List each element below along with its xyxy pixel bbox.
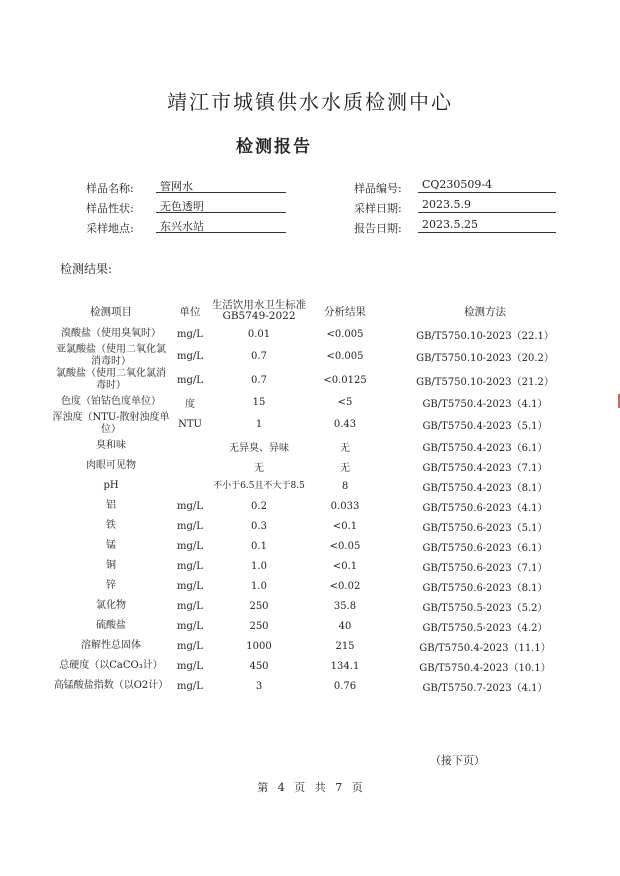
table-row bbox=[52, 496, 588, 516]
organization-title: 靖江市城镇供水水质检测中心 bbox=[167, 90, 453, 114]
cell-limit: 450 bbox=[249, 660, 269, 672]
cell-item: 臭和味 bbox=[96, 440, 126, 451]
cell-result: <5 bbox=[337, 396, 353, 408]
cell-limit: 1.0 bbox=[251, 580, 267, 592]
cell-method: GB/T5750.4-2023（10.1） bbox=[419, 662, 551, 674]
header-standard-limit: 生活饮用水卫生标准GB5749-2022 bbox=[211, 299, 307, 322]
cell-limit: 15 bbox=[252, 396, 266, 408]
sample-name-label: 样品名称: bbox=[86, 182, 134, 195]
cell-item: 锰 bbox=[106, 540, 116, 551]
cell-method: GB/T5750.6-2023（7.1） bbox=[422, 562, 548, 574]
cell-result: <0.02 bbox=[329, 580, 361, 592]
cell-item: 高锰酸盐指数（以O2计） bbox=[53, 680, 169, 691]
cell-method: GB/T5750.4-2023（11.1） bbox=[419, 642, 551, 654]
cell-result: <0.05 bbox=[329, 540, 361, 552]
report-date-value: 2023.5.25 bbox=[418, 218, 556, 233]
cell-unit: mg/L bbox=[177, 500, 203, 512]
cell-unit: mg/L bbox=[177, 560, 203, 572]
report-date-label: 报告日期: bbox=[354, 222, 402, 235]
table-row bbox=[52, 556, 588, 576]
cell-method: GB/T5750.4-2023（4.1） bbox=[422, 398, 548, 410]
cell-unit: mg/L bbox=[177, 350, 203, 362]
sampling-date-label: 采样日期: bbox=[354, 202, 402, 215]
sample-nature-value: 无色透明 bbox=[156, 198, 286, 213]
cell-limit: 0.7 bbox=[251, 374, 267, 386]
table-row bbox=[52, 412, 588, 436]
table-row bbox=[52, 536, 588, 556]
table-row bbox=[52, 616, 588, 636]
cell-result: <0.1 bbox=[332, 560, 358, 572]
table-header-row bbox=[52, 298, 588, 324]
cell-limit: 0.7 bbox=[251, 350, 267, 362]
cell-limit: 不小于6.5且不大于8.5 bbox=[213, 480, 305, 491]
cell-method: GB/T5750.5-2023（4.2） bbox=[422, 622, 548, 634]
cell-limit: 1000 bbox=[246, 640, 272, 652]
cell-result: <0.0125 bbox=[323, 374, 367, 386]
cell-method: GB/T5750.7-2023（4.1） bbox=[422, 682, 548, 694]
cell-limit: 无异臭、异味 bbox=[229, 442, 289, 454]
cell-item: 铜 bbox=[106, 560, 116, 571]
cell-item: 溶解性总固体 bbox=[81, 640, 141, 651]
cell-method: GB/T5750.4-2023（8.1） bbox=[422, 482, 548, 494]
cell-limit: 0.1 bbox=[251, 540, 267, 552]
table-row bbox=[52, 324, 588, 344]
cell-item: 总硬度（以CaCO₃计） bbox=[59, 660, 163, 671]
cell-result: 134.1 bbox=[330, 660, 360, 672]
sample-nature-label: 样品性状: bbox=[86, 202, 134, 215]
cell-unit: NTU bbox=[178, 418, 202, 430]
table-row bbox=[52, 476, 588, 496]
cell-item: 氯化物 bbox=[96, 600, 126, 611]
cell-result: 无 bbox=[340, 442, 350, 454]
cell-limit: 1 bbox=[255, 418, 263, 430]
cell-result: 无 bbox=[340, 462, 350, 474]
table-row bbox=[52, 368, 588, 392]
cell-unit: mg/L bbox=[177, 660, 203, 672]
cell-result: <0.1 bbox=[332, 520, 358, 532]
sample-name-value: 管网水 bbox=[156, 178, 286, 193]
cell-limit: 0.2 bbox=[251, 500, 267, 512]
cell-item: 肉眼可见物 bbox=[86, 460, 136, 471]
cell-limit: 无 bbox=[254, 462, 264, 474]
cell-method: GB/T5750.10-2023（20.2） bbox=[416, 352, 554, 364]
cell-unit: mg/L bbox=[177, 620, 203, 632]
cell-result: <0.005 bbox=[326, 350, 364, 362]
cell-result: 40 bbox=[338, 620, 352, 632]
table-row bbox=[52, 516, 588, 536]
table-row bbox=[52, 636, 588, 656]
results-table bbox=[52, 298, 588, 696]
cell-unit bbox=[170, 456, 210, 476]
cell-method: GB/T5750.5-2023（5.2） bbox=[422, 602, 548, 614]
cell-limit: 0.3 bbox=[251, 520, 267, 532]
sampling-location-value: 东兴水站 bbox=[156, 218, 286, 233]
cell-unit: mg/L bbox=[177, 540, 203, 552]
cell-limit: 250 bbox=[249, 600, 269, 612]
cell-limit: 3 bbox=[255, 680, 263, 692]
cell-unit: mg/L bbox=[177, 520, 203, 532]
cell-unit: mg/L bbox=[177, 580, 203, 592]
cell-method: GB/T5750.4-2023（7.1） bbox=[422, 462, 548, 474]
cell-item: 锌 bbox=[106, 580, 116, 591]
header-item: 检测项目 bbox=[90, 305, 132, 318]
sampling-date-value: 2023.5.9 bbox=[418, 198, 556, 213]
cell-item: 浑浊度（NTU-散射浊度单位） bbox=[52, 412, 170, 435]
cell-method: GB/T5750.10-2023（21.2） bbox=[416, 376, 554, 388]
cell-item: 亚氯酸盐（使用二氧化氯消毒时） bbox=[56, 344, 166, 367]
cell-method: GB/T5750.6-2023（4.1） bbox=[422, 502, 548, 514]
cell-unit: 度 bbox=[185, 398, 195, 410]
results-section-title: 检测结果: bbox=[60, 262, 113, 276]
cell-unit: mg/L bbox=[177, 374, 203, 386]
cell-method: GB/T5750.6-2023（6.1） bbox=[422, 542, 548, 554]
cell-limit: 1.0 bbox=[251, 560, 267, 572]
sampling-location-label: 采样地点: bbox=[86, 222, 134, 235]
cell-method: GB/T5750.6-2023（5.1） bbox=[422, 522, 548, 534]
cell-item: 铝 bbox=[106, 500, 116, 511]
table-row bbox=[52, 676, 588, 696]
cell-result: 0.43 bbox=[333, 418, 357, 430]
cell-method: GB/T5750.4-2023（6.1） bbox=[422, 442, 548, 454]
cell-item: 铁 bbox=[106, 520, 116, 531]
cell-result: 0.033 bbox=[330, 500, 360, 512]
cell-item: 色度（铂钴色度单位） bbox=[61, 396, 161, 407]
cell-unit bbox=[170, 436, 210, 456]
sample-number-value: CQ230509-4 bbox=[418, 178, 556, 193]
table-row bbox=[52, 344, 588, 368]
cell-unit bbox=[170, 476, 210, 496]
cell-result: 0.76 bbox=[333, 680, 357, 692]
sample-number-label: 样品编号: bbox=[354, 182, 402, 195]
table-row bbox=[52, 596, 588, 616]
continued-note: （接下页） bbox=[430, 754, 485, 767]
cell-result: 35.8 bbox=[333, 600, 357, 612]
header-method: 检测方法 bbox=[464, 305, 506, 318]
cell-unit: mg/L bbox=[177, 600, 203, 612]
cell-limit: 0.01 bbox=[247, 328, 271, 340]
cell-unit: mg/L bbox=[177, 640, 203, 652]
cell-result: 215 bbox=[335, 640, 355, 652]
cell-unit: mg/L bbox=[177, 680, 203, 692]
edge-stamp-mark bbox=[614, 394, 620, 408]
table-row bbox=[52, 456, 588, 476]
cell-result: 8 bbox=[341, 480, 349, 492]
table-row bbox=[52, 656, 588, 676]
cell-unit: mg/L bbox=[177, 328, 203, 340]
page-footer: 第 4 页 共 7 页 bbox=[257, 781, 363, 794]
table-row bbox=[52, 436, 588, 456]
cell-method: GB/T5750.6-2023（8.1） bbox=[422, 582, 548, 594]
cell-method: GB/T5750.4-2023（5.1） bbox=[422, 420, 548, 432]
report-title: 检测报告 bbox=[236, 137, 312, 157]
table-row bbox=[52, 576, 588, 596]
cell-method: GB/T5750.10-2023（22.1） bbox=[416, 330, 554, 342]
header-unit: 单位 bbox=[179, 305, 201, 318]
cell-item: pH bbox=[103, 480, 119, 491]
cell-item: 氯酸盐（使用二氧化氯消毒时） bbox=[56, 368, 166, 391]
cell-item: 硫酸盐 bbox=[96, 620, 126, 631]
header-result: 分析结果 bbox=[324, 305, 366, 318]
table-row bbox=[52, 392, 588, 412]
cell-limit: 250 bbox=[249, 620, 269, 632]
cell-item: 溴酸盐（使用臭氧时） bbox=[61, 328, 161, 339]
cell-result: <0.005 bbox=[326, 328, 364, 340]
